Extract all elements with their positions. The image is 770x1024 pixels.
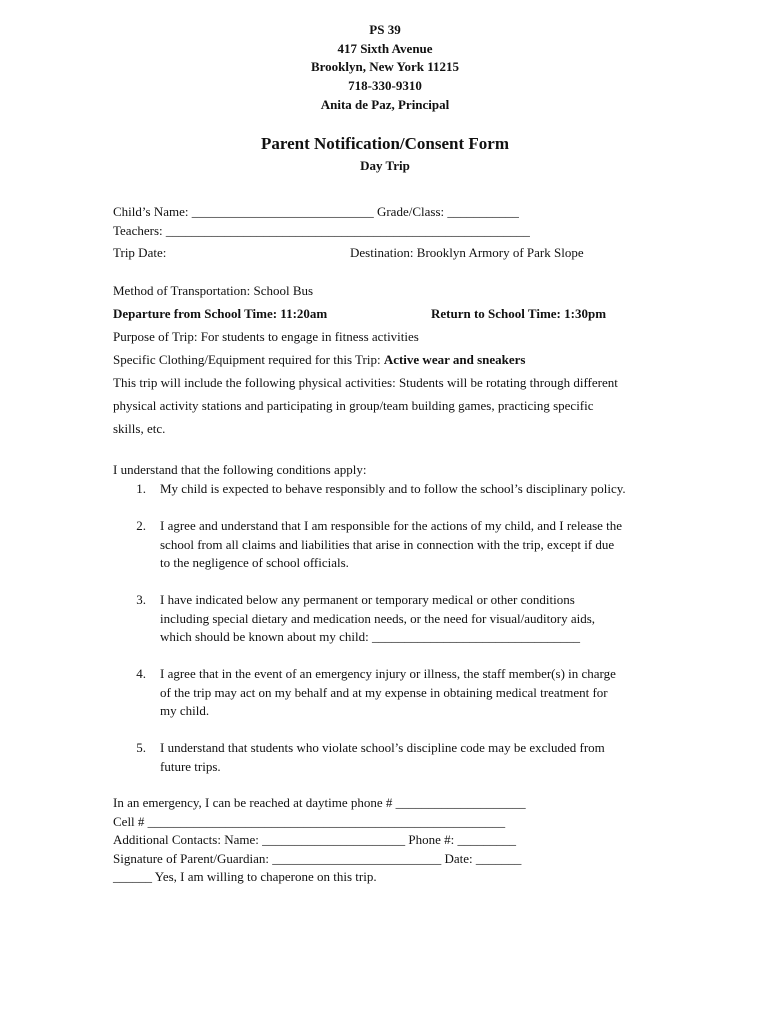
trip-purpose: Purpose of Trip: For students to engage in fitness activities	[113, 329, 419, 344]
clothing-requirement	[113, 352, 525, 368]
activities-line-2: physical activity stations and participating in group/team building games, practicing specific	[113, 398, 594, 413]
activities-line-1: This trip will include the following physical activities: Students will be rotating through different	[113, 375, 618, 390]
condition-4-line-3: my child.	[160, 703, 210, 718]
condition-number: 5.	[136, 740, 146, 755]
condition-number: 2.	[136, 518, 146, 533]
school-city: Brooklyn, New York 11215	[310, 59, 460, 74]
cell-phone-field[interactable]: Cell # _______________________________________________________	[113, 814, 506, 829]
trip-date-field[interactable]: Trip Date:	[113, 245, 167, 260]
condition-2-line-3: to the negligence of school officials.	[160, 555, 349, 570]
return-time: Return to School Time: 1:30pm	[431, 306, 607, 321]
clothing-label: Specific Clothing/Equipment required for this Trip:	[113, 352, 384, 367]
condition-number: 4.	[136, 666, 146, 681]
condition-2-line-1: I agree and understand that I am responsible for the actions of my child, and I release the	[160, 518, 623, 533]
departure-time: Departure from School Time: 11:20am	[113, 306, 328, 321]
activities-line-3: skills, etc.	[113, 421, 166, 436]
form-subtitle: Day Trip	[360, 158, 410, 173]
signature-date-field[interactable]: Signature of Parent/Guardian: __________________________ Date: _______	[113, 851, 522, 866]
school-street: 417 Sixth Avenue	[337, 41, 433, 56]
conditions-intro: I understand that the following conditions apply:	[113, 462, 367, 477]
medical-conditions-field[interactable]: which should be known about my child: ________________________________	[160, 629, 580, 644]
condition-1-line-1: My child is expected to behave responsibly and to follow the school’s disciplinary policy.	[160, 481, 626, 496]
form-title: Parent Notification/Consent Form	[260, 134, 510, 153]
school-phone: 718-330-9310	[348, 78, 422, 93]
condition-5-line-2: future trips.	[160, 758, 221, 774]
condition-number: 1.	[136, 481, 146, 496]
transport-text: Method of Transportation: School Bus	[113, 283, 314, 298]
additional-contacts-field[interactable]: Additional Contacts: Name: ______________________ Phone #: _________	[113, 832, 516, 847]
school-name: PS 39	[369, 22, 401, 37]
condition-number: 3.	[136, 592, 146, 607]
clothing-value: Active wear and sneakers	[383, 352, 526, 367]
condition-2-line-2: school from all claims and liabilities that arise in connection with the trip, except if due	[160, 536, 615, 552]
condition-3-line-1: I have indicated below any permanent or temporary medical or other conditions	[160, 592, 575, 607]
chaperone-field[interactable]: ______ Yes, I am willing to chaperone on this trip.	[113, 869, 377, 884]
destination-text: Destination: Brooklyn Armory of Park Slope	[350, 245, 584, 260]
daytime-phone-field[interactable]: In an emergency, I can be reached at daytime phone # ____________________	[113, 795, 526, 810]
condition-5-line-1: I understand that students who violate school’s discipline code may be excluded from	[160, 740, 605, 755]
condition-4-line-1: I agree that in the event of an emergency injury or illness, the staff member(s) in charge	[160, 666, 616, 681]
child-name-grade-field[interactable]: Child’s Name: ____________________________ Grade/Class: ___________	[113, 204, 519, 219]
teachers-field[interactable]: Teachers: ________________________________________________________	[113, 223, 530, 238]
condition-3-line-2: including special dietary and medication needs, or the need for visual/auditory aids,	[160, 610, 596, 626]
principal-name: Anita de Paz, Principal	[320, 97, 450, 112]
condition-4-line-2: of the trip may act on my behalf and at my expense in obtaining medical treatment for	[160, 684, 608, 700]
